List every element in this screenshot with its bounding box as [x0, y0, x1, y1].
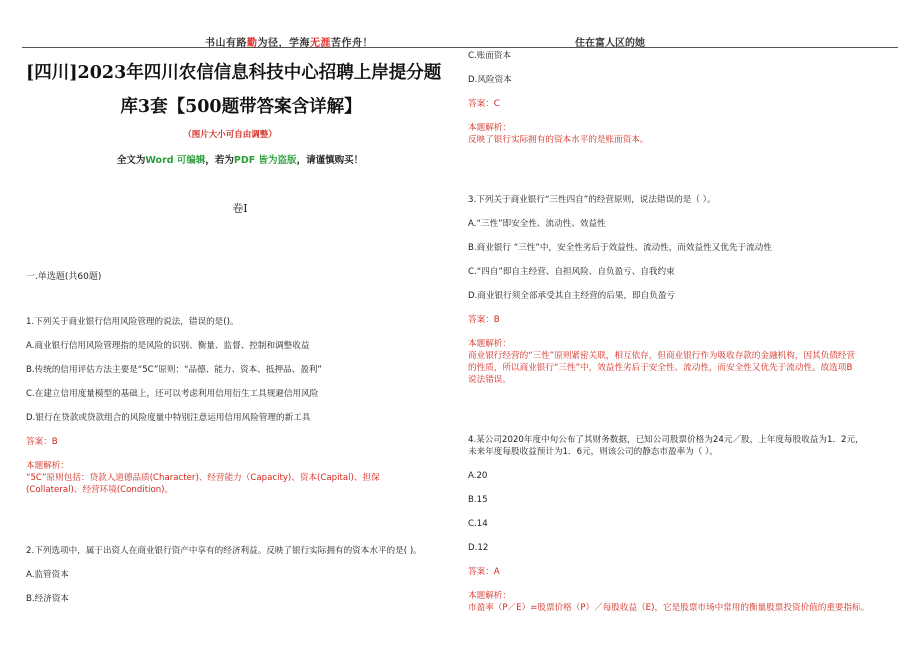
q3-analysis-line: 说法错误。: [468, 375, 511, 385]
q3-option-a: A.“三性”即安全性、流动性、效益性: [468, 219, 606, 229]
q1-option-c: C.在建立信用度量模型的基础上，还可以考虑利用信用衍生工具规避信用风险: [26, 389, 319, 399]
q1-stem: 1.下列关于商业银行信用风险管理的说法，错误的是()。: [26, 317, 239, 327]
header-divider: [22, 47, 898, 48]
q3-analysis-line: 商业银行经营的“三性”原则紧密关联，相互依存，但商业银行作为吸收存款的金融机构，因其负债经营: [468, 351, 856, 361]
q1-answer: 答案：B: [26, 437, 58, 447]
q3-analysis-line: 的性质，所以商业银行“三性”中，效益性劣后于安全性、流动性，而安全性又优先于流动性。故选项B: [468, 363, 853, 373]
q3-analysis-label: 本题解析：: [468, 339, 511, 349]
q4-analysis-label: 本题解析：: [468, 591, 511, 601]
q3-stem: 3.下列关于商业银行“三性四自”的经营原则，说法错误的是（ ）。: [468, 195, 716, 205]
q4-answer: 答案：A: [468, 567, 500, 577]
q4-option-b: B.15: [468, 495, 488, 505]
q1-option-b: B.传统的信用评估方法主要是“5C”原则：“品德、能力、资本、抵押品、盈利”: [26, 365, 322, 375]
q3-option-c: C.“四自”即自主经营、自担风险、自负盈亏、自我约束: [468, 267, 675, 277]
q2-analysis-line: 反映了银行实际拥有的资本水平的是账面资本。: [468, 135, 649, 145]
q4-analysis-line: 市盈率（P／E）=股票价格（P）／每股收益（E)，它是股票市场中常用的衡量股票投资价值的重要指标。: [468, 603, 870, 613]
q2-stem: 2.下列选项中，属于出资人在商业银行资产中享有的经济利益。反映了银行实际拥有的资本水平的是( )。: [26, 546, 422, 556]
q2-option-c: C.账面资本: [468, 51, 512, 61]
q1-analysis-line: (Collateral)、经营环境(Condition)。: [26, 485, 174, 495]
q4-option-d: D.12: [468, 543, 489, 553]
q2-option-d: D.风险资本: [468, 75, 512, 85]
q4-stem-line: 未来年度每股收益预计为1．6元，则该公司的静态市盈率为（ ）。: [468, 447, 718, 457]
q3-answer: 答案：B: [468, 315, 500, 325]
q2-option-a: A.监管资本: [26, 570, 69, 580]
q4-option-c: C.14: [468, 519, 488, 529]
image-size-note: （图片大小可自由调整）: [183, 130, 277, 140]
word-edit-note: 全文为Word 可编辑，若为PDF 皆为盗版，请谨慎购买！: [116, 155, 364, 166]
header-author: 住在富人区的她: [575, 38, 645, 49]
q2-analysis-label: 本题解析：: [468, 123, 511, 133]
document-title: [四川]2023年四川农信信息科技中心招聘上岸提分题 库3套【500题带答案含详解】: [26, 63, 442, 117]
volume-heading: 卷Ⅰ: [232, 202, 248, 215]
q1-analysis-label: 本题解析：: [26, 461, 69, 471]
q2-answer: 答案：C: [468, 99, 500, 109]
q1-option-a: A.商业银行信用风险管理指的是风险的识别、衡量、监督、控制和调整收益: [26, 341, 310, 351]
q1-option-d: D.银行在贷款或贷款组合的风险度量中特别注意运用信用风险管理的新工具: [26, 413, 311, 423]
q3-option-d: D.商业银行须全部承受其自主经营的后果，即自负盈亏: [468, 291, 676, 301]
section-heading: 一.单选题(共60题): [26, 272, 102, 282]
q1-analysis-line: “5C”原则包括：贷款人道德品质(Character)、经营能力（Capacity)、资本(Capital)、担保: [26, 473, 380, 483]
header-motto: 书山有路勤为径，学海无涯苦作舟！: [205, 38, 373, 49]
q4-option-a: A.20: [468, 471, 488, 481]
q2-option-b: B.经济资本: [26, 594, 70, 604]
q4-stem-line: 4.某公司2020年度中旬公布了其财务数据，已知公司股票价格为24元／股，上年度每股收益为1．2元，: [468, 435, 864, 445]
q3-option-b: B.商业银行 “三性”中，安全性劣后于效益性、流动性，而效益性又优先于流动性: [468, 243, 772, 253]
